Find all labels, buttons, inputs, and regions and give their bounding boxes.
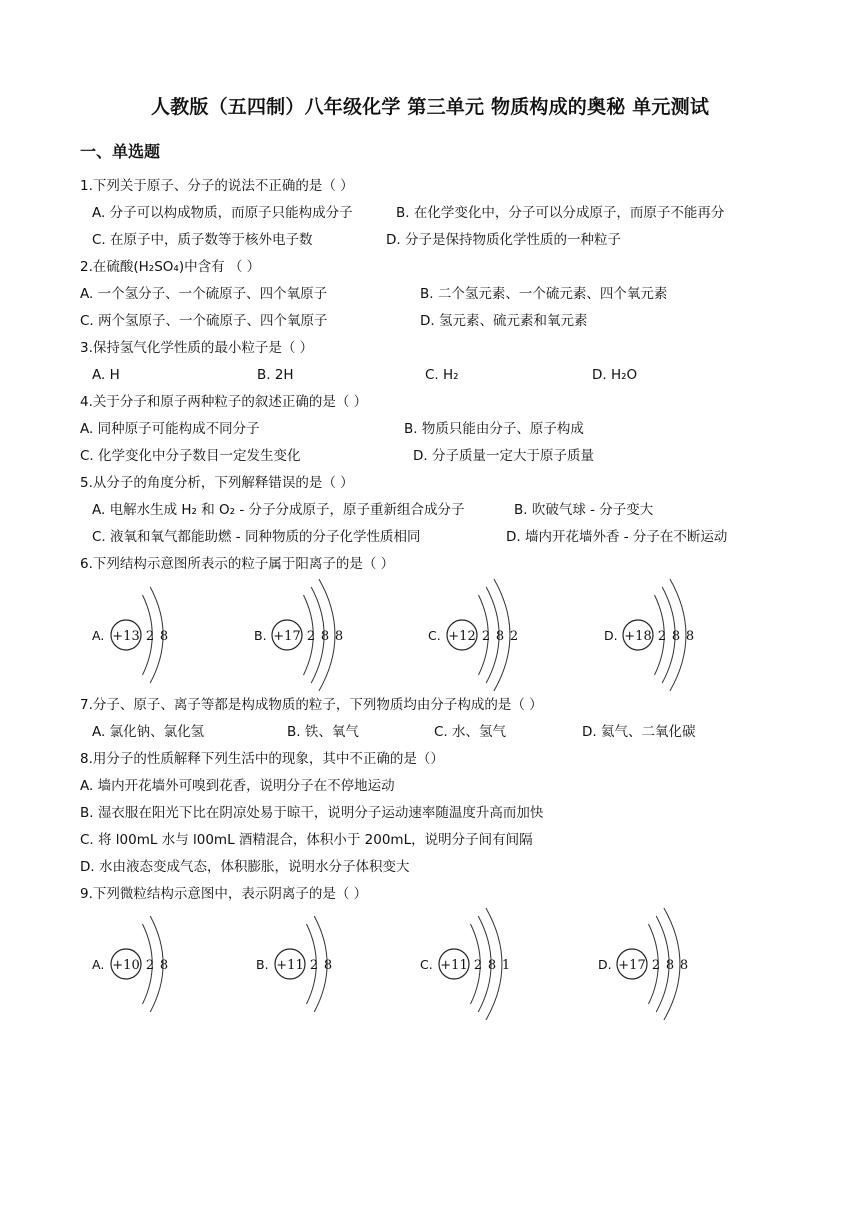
question-5-stem: 5.从分子的角度分析，下列解释错误的是（ ） — [80, 475, 354, 491]
question-7-option-b: B. 铁、氧气 — [287, 724, 359, 740]
question-9-diagrams — [0, 910, 860, 1020]
question-3-option-a: A. H — [92, 367, 120, 383]
question-3-option-b: B. 2H — [257, 367, 294, 383]
option-label: D. — [598, 957, 612, 972]
question-8-option-c: C. 将 l00mL 水与 l00mL 酒精混合，体积小于 200mL，说明分子间有间隔 — [80, 832, 533, 848]
option-label: C. — [420, 957, 433, 972]
shell-electron-count: 2 — [145, 629, 155, 644]
option-label: C. — [428, 628, 441, 643]
shell-electron-count: 8 — [159, 629, 169, 644]
question-2-option-a: A. 一个氢分子、一个硫原子、四个氧原子 — [80, 286, 328, 302]
question-5-option-d: D. 墙内开花墙外香 - 分子在不断运动 — [506, 529, 728, 545]
question-2-option-c: C. 两个氢原子、一个硫原子、四个氧原子 — [80, 313, 328, 329]
question-2-stem: 2.在硫酸(H₂SO₄)中含有 （ ） — [80, 259, 261, 275]
q6-option-c-diagram — [428, 579, 518, 691]
nucleus-charge: +18 — [624, 629, 652, 644]
q6-option-d-diagram — [604, 579, 694, 691]
shell-electron-count: 8 — [323, 958, 333, 973]
q9-option-d-diagram — [598, 908, 688, 1020]
question-1-option-c: C. 在原子中，质子数等于核外电子数 — [92, 232, 313, 248]
question-7-stem: 7.分子、原子、离子等都是构成物质的粒子，下列物质均由分子构成的是（ ） — [80, 697, 543, 713]
question-3-option-c: C. H₂ — [425, 367, 459, 383]
question-6-diagrams — [0, 580, 860, 690]
shell-electron-count: 2 — [481, 629, 491, 644]
section-heading: 一、单选题 — [80, 142, 161, 161]
question-4-option-b: B. 物质只能由分子、原子构成 — [404, 421, 584, 437]
question-8-stem: 8.用分子的性质解释下列生活中的现象，其中不正确的是（） — [80, 751, 444, 767]
question-5-option-a: A. 电解水生成 H₂ 和 O₂ - 分子分成原子，原子重新组合成分子 — [92, 502, 465, 518]
question-4-option-a: A. 同种原子可能构成不同分子 — [80, 421, 260, 437]
shell-electron-count: 2 — [473, 958, 483, 973]
shell-electron-count: 8 — [665, 958, 675, 973]
shell-electron-count: 8 — [671, 629, 681, 644]
shell-electron-count: 2 — [651, 958, 661, 973]
shell-electron-count: 8 — [334, 629, 344, 644]
question-2-option-d: D. 氢元素、硫元素和氧元素 — [420, 313, 588, 329]
question-1-option-b: B. 在化学变化中，分子可以分成原子，而原子不能再分 — [396, 205, 725, 221]
shell-electron-count: 2 — [306, 629, 316, 644]
question-3-option-d: D. H₂O — [592, 367, 638, 383]
q9-diagram-svg — [0, 910, 860, 1020]
question-8-option-a: A. 墙内开花墙外可嗅到花香，说明分子在不停地运动 — [80, 778, 395, 794]
nucleus-charge: +17 — [273, 629, 301, 644]
question-2-option-b: B. 二个氢元素、一个硫元素、四个氧元素 — [420, 286, 668, 302]
question-9-stem: 9.下列微粒结构示意图中，表示阴离子的是（ ） — [80, 886, 368, 902]
nucleus-charge: +17 — [618, 958, 646, 973]
option-label: A. — [92, 957, 105, 972]
shell-electron-count: 8 — [495, 629, 505, 644]
question-6-stem: 6.下列结构示意图所表示的粒子属于阳离子的是（ ） — [80, 556, 395, 572]
shell-electron-count: 2 — [309, 958, 319, 973]
question-5-option-c: C. 液氧和氧气都能助燃 - 同种物质的分子化学性质相同 — [92, 529, 421, 545]
shell-electron-count: 8 — [487, 958, 497, 973]
shell-electron-count: 8 — [685, 629, 695, 644]
nucleus-charge: +11 — [276, 958, 304, 973]
question-4-option-d: D. 分子质量一定大于原子质量 — [413, 448, 594, 464]
nucleus-charge: +11 — [440, 958, 468, 973]
option-label: B. — [256, 957, 269, 972]
question-1-option-d: D. 分子是保持物质化学性质的一种粒子 — [386, 232, 621, 248]
question-3-stem: 3.保持氢气化学性质的最小粒子是（ ） — [80, 340, 314, 356]
shell-electron-count: 8 — [679, 958, 689, 973]
nucleus-charge: +12 — [448, 629, 476, 644]
q6-diagram-svg — [0, 580, 860, 690]
shell-electron-count: 8 — [320, 629, 330, 644]
question-4-stem: 4.关于分子和原子两种粒子的叙述正确的是（ ） — [80, 394, 368, 410]
q6-option-a-diagram — [92, 587, 168, 683]
question-1-stem: 1.下列关于原子、分子的说法不正确的是（ ） — [80, 178, 354, 194]
q9-option-a-diagram — [92, 916, 168, 1012]
q9-option-b-diagram — [256, 916, 332, 1012]
nucleus-charge: +10 — [112, 958, 140, 973]
question-7-option-c: C. 水、氢气 — [434, 724, 507, 740]
shell-electron-count: 1 — [501, 958, 511, 973]
shell-electron-count: 2 — [145, 958, 155, 973]
option-label: A. — [92, 628, 105, 643]
option-label: B. — [254, 628, 267, 643]
question-1-option-a: A. 分子可以构成物质，而原子只能构成分子 — [92, 205, 353, 221]
question-8-option-b: B. 湿衣服在阳光下比在阴凉处易于晾干，说明分子运动速率随温度升高而加快 — [80, 805, 544, 821]
q9-option-c-diagram — [420, 908, 510, 1020]
shell-electron-count: 8 — [159, 958, 169, 973]
nucleus-charge: +13 — [112, 629, 140, 644]
question-8-option-d: D. 水由液态变成气态，体积膨胀，说明水分子体积变大 — [80, 859, 410, 875]
page-title: 人教版（五四制）八年级化学 第三单元 物质构成的奥秘 单元测试 — [150, 96, 710, 118]
q6-option-b-diagram — [254, 579, 343, 691]
option-label: D. — [604, 628, 618, 643]
shell-electron-count: 2 — [509, 629, 519, 644]
question-4-option-c: C. 化学变化中分子数目一定发生变化 — [80, 448, 301, 464]
question-5-option-b: B. 吹破气球 - 分子变大 — [514, 502, 654, 518]
question-7-option-a: A. 氯化钠、氯化氢 — [92, 724, 205, 740]
question-7-option-d: D. 氦气、二氧化碳 — [582, 724, 696, 740]
shell-electron-count: 2 — [657, 629, 667, 644]
